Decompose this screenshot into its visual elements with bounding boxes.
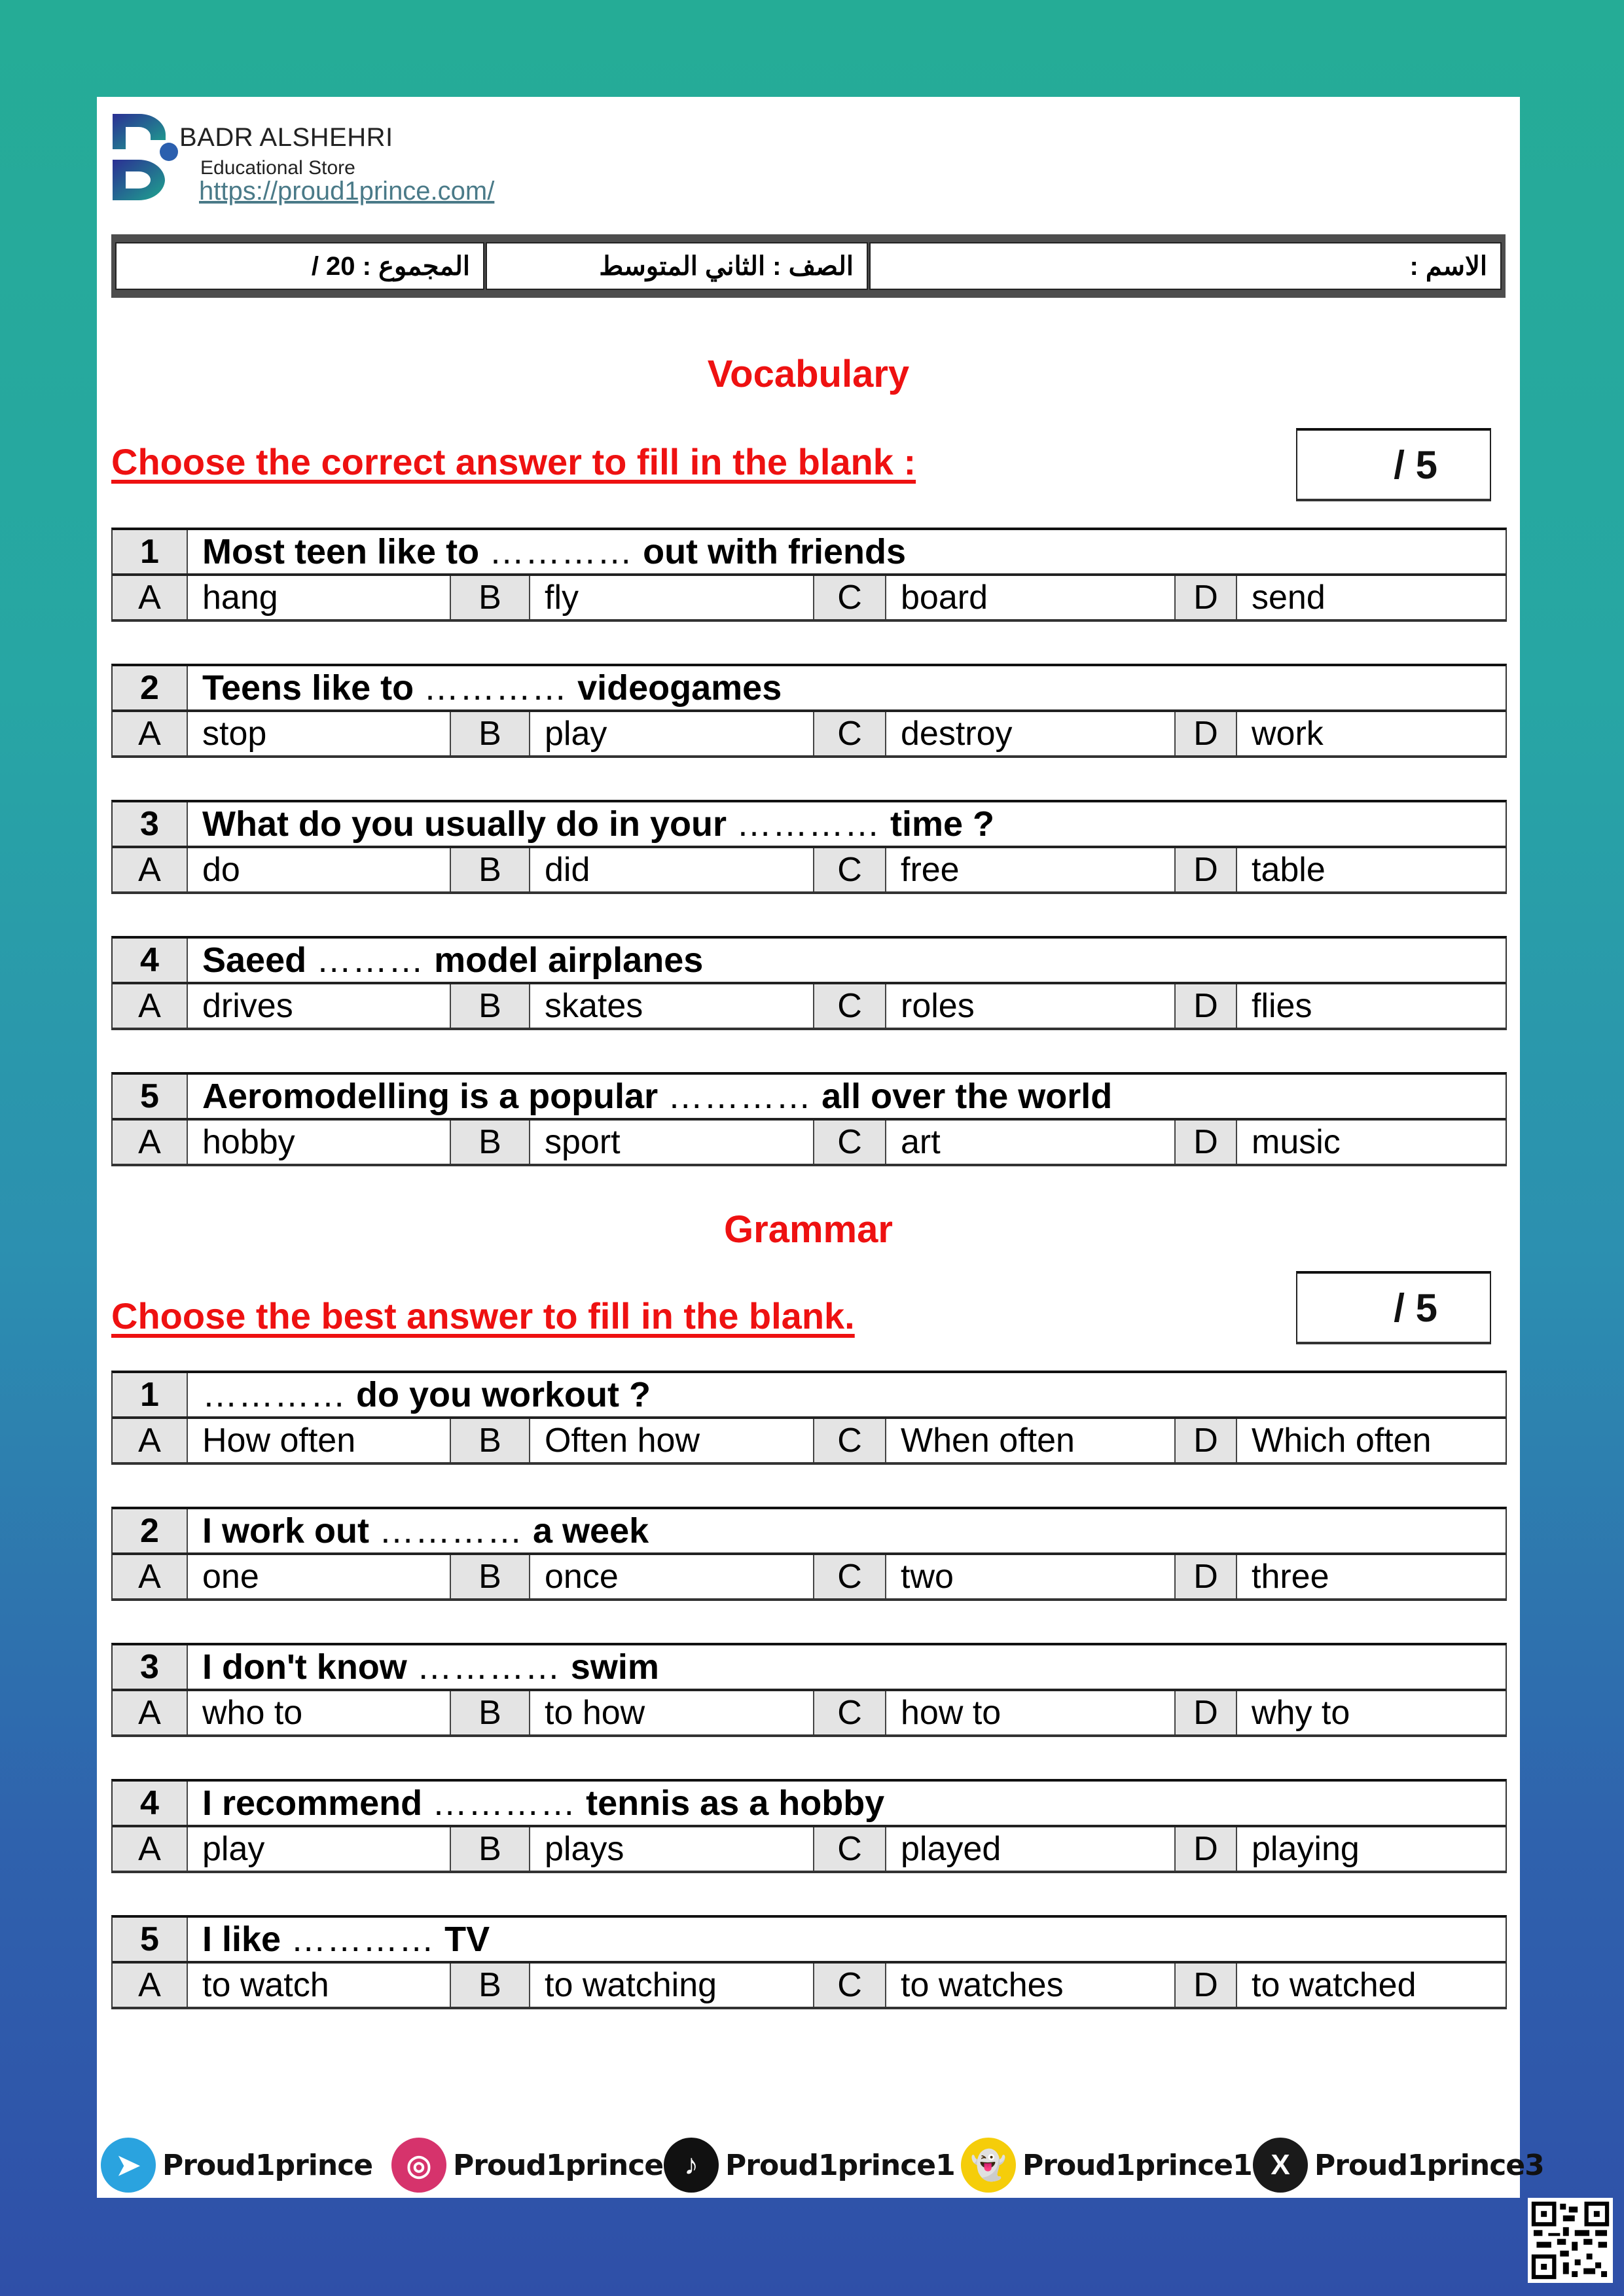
option-a[interactable]: stop	[202, 715, 267, 753]
grammar-score-box: / 5	[1296, 1271, 1491, 1344]
question-number: 1	[113, 530, 188, 573]
blank-dots[interactable]: …………	[432, 1784, 577, 1823]
stem-before: I like	[202, 1920, 291, 1959]
social-link-instagram[interactable]	[391, 2132, 663, 2198]
grade-field: الصف : الثاني المتوسط	[487, 243, 867, 289]
social-handle: Proud1prince1	[725, 2148, 955, 2182]
option-label-a[interactable]: A	[113, 1827, 188, 1871]
option-label-c[interactable]: C	[813, 1827, 886, 1871]
option-c[interactable]: art	[901, 1123, 941, 1161]
option-d[interactable]: work	[1252, 715, 1324, 753]
blank-dots[interactable]: …………	[416, 1647, 561, 1687]
snapchat-icon: 👻	[961, 2138, 1016, 2193]
option-d[interactable]: to watched	[1252, 1966, 1416, 2004]
option-label-b[interactable]: B	[450, 848, 530, 891]
option-a[interactable]: do	[202, 851, 240, 889]
stem-before: Teens like to	[202, 668, 424, 708]
option-d[interactable]: table	[1252, 851, 1326, 889]
social-link-tiktok[interactable]	[664, 2132, 955, 2198]
option-label-c[interactable]: C	[813, 576, 886, 619]
options-row	[113, 712, 1506, 755]
option-b[interactable]: play	[545, 715, 607, 753]
question-stem-row	[113, 530, 1506, 576]
stem-after: tennis as a hobby	[576, 1784, 885, 1823]
option-b[interactable]: to watching	[545, 1966, 717, 2004]
option-label-c[interactable]: C	[813, 1121, 886, 1164]
grammar-instruction: Choose the best answer to fill in the blank.	[111, 1295, 855, 1336]
option-label-d[interactable]: D	[1174, 1555, 1237, 1598]
option-c[interactable]: two	[901, 1558, 954, 1596]
brand-subtitle: Educational Store	[200, 157, 355, 179]
question-number: 1	[113, 1373, 188, 1416]
option-c[interactable]: When often	[901, 1422, 1075, 1460]
telegram-icon: ➤	[101, 2138, 156, 2193]
stem-after: all over the world	[812, 1077, 1113, 1116]
option-c[interactable]: played	[901, 1830, 1001, 1868]
total-score-field: المجموع : 20 /	[117, 243, 483, 289]
option-b[interactable]: did	[545, 851, 590, 889]
stem-after: TV	[435, 1920, 490, 1959]
grammar-question-4	[111, 1779, 1507, 1873]
question-number: 5	[113, 1075, 188, 1118]
option-label-b[interactable]: B	[450, 1691, 530, 1734]
brand-name: BADR ALSHEHRI	[179, 123, 393, 152]
option-c[interactable]: roles	[901, 987, 975, 1025]
question-number: 2	[113, 666, 188, 709]
question-stem-row	[113, 802, 1506, 848]
option-label-d[interactable]: D	[1174, 1419, 1237, 1462]
option-b[interactable]: plays	[545, 1830, 624, 1868]
option-label-d[interactable]: D	[1174, 984, 1237, 1028]
stem-after: a week	[523, 1511, 649, 1551]
option-label-d[interactable]: D	[1174, 1964, 1237, 2007]
options-row	[113, 1555, 1506, 1598]
question-stem-row	[113, 1918, 1506, 1964]
option-a[interactable]: who to	[202, 1694, 303, 1732]
stem-before: I work out	[202, 1511, 379, 1551]
option-a[interactable]: How often	[202, 1422, 356, 1460]
stem-after: videogames	[568, 668, 782, 708]
option-c[interactable]: how to	[901, 1694, 1001, 1732]
option-a[interactable]: one	[202, 1558, 259, 1596]
question-stem	[188, 1373, 1506, 1416]
option-label-a[interactable]: A	[113, 1419, 188, 1462]
option-label-c[interactable]: C	[813, 712, 886, 755]
vocabulary-instruction: Choose the correct answer to fill in the blank :	[111, 441, 916, 482]
question-number: 3	[113, 802, 188, 846]
option-label-d[interactable]: D	[1174, 1691, 1237, 1734]
option-d[interactable]: flies	[1252, 987, 1312, 1025]
option-label-a[interactable]: A	[113, 712, 188, 755]
option-label-a[interactable]: A	[113, 1555, 188, 1598]
social-links	[97, 2132, 1544, 2198]
vocabulary-score-box: / 5	[1296, 428, 1491, 501]
option-label-c[interactable]: C	[813, 1691, 886, 1734]
student-name-field[interactable]: الاسم :	[871, 243, 1500, 289]
social-handle: Proud1prince	[162, 2148, 373, 2182]
option-label-d[interactable]: D	[1174, 576, 1237, 619]
blank-dots[interactable]: …………	[736, 804, 881, 844]
option-label-a[interactable]: A	[113, 1121, 188, 1164]
option-label-b[interactable]: B	[450, 712, 530, 755]
blank-dots[interactable]: ………	[316, 941, 425, 980]
question-stem-row	[113, 1509, 1506, 1555]
option-d[interactable]: playing	[1252, 1830, 1360, 1868]
stem-before: Saeed	[202, 941, 317, 980]
blank-dots[interactable]: …………	[424, 668, 568, 708]
social-handle: Proud1prince3	[1314, 2148, 1544, 2182]
vocabulary-question-1	[111, 528, 1507, 622]
option-b[interactable]: sport	[545, 1123, 621, 1161]
option-d[interactable]: three	[1252, 1558, 1329, 1596]
option-label-b[interactable]: B	[450, 576, 530, 619]
option-label-a[interactable]: A	[113, 848, 188, 891]
blank-dots[interactable]: …………	[379, 1511, 523, 1551]
brand-url-link[interactable]: https://proud1prince.com/	[199, 177, 495, 206]
stem-after: out with friends	[633, 532, 907, 571]
grammar-title: Grammar	[724, 1208, 893, 1251]
option-label-b[interactable]: B	[450, 1121, 530, 1164]
question-stem	[188, 802, 1506, 846]
options-row	[113, 576, 1506, 619]
option-label-b[interactable]: B	[450, 984, 530, 1028]
option-label-b[interactable]: B	[450, 1419, 530, 1462]
options-row	[113, 984, 1506, 1028]
blank-dots[interactable]: …………	[291, 1920, 435, 1959]
option-label-c[interactable]: C	[813, 984, 886, 1028]
option-a[interactable]: to watch	[202, 1966, 329, 2004]
stem-after: time ?	[880, 804, 995, 844]
option-label-c[interactable]: C	[813, 1964, 886, 2007]
stem-before: Most teen like to	[202, 532, 490, 571]
option-label-b[interactable]: B	[450, 1827, 530, 1871]
option-c[interactable]: free	[901, 851, 960, 889]
option-d[interactable]: music	[1252, 1123, 1341, 1161]
question-stem	[188, 1782, 1506, 1825]
question-stem	[188, 939, 1506, 982]
vocabulary-question-2	[111, 664, 1507, 758]
option-a[interactable]: play	[202, 1830, 265, 1868]
option-label-d[interactable]: D	[1174, 1827, 1237, 1871]
brand-logo-icon	[110, 111, 182, 203]
option-label-c[interactable]: C	[813, 1419, 886, 1462]
grammar-question-1	[111, 1371, 1507, 1465]
option-c[interactable]: board	[901, 579, 988, 617]
question-stem-row	[113, 1645, 1506, 1691]
blank-dots[interactable]: …………	[202, 1375, 346, 1414]
question-number: 5	[113, 1918, 188, 1961]
question-stem-row	[113, 666, 1506, 712]
question-stem-row	[113, 1782, 1506, 1827]
social-handle: Proud1prince	[453, 2148, 664, 2182]
question-number: 4	[113, 1782, 188, 1825]
option-label-c[interactable]: C	[813, 1555, 886, 1598]
instagram-icon: ◎	[391, 2138, 446, 2193]
question-stem	[188, 1075, 1506, 1118]
option-label-a[interactable]: A	[113, 576, 188, 619]
question-stem	[188, 666, 1506, 709]
question-stem	[188, 1645, 1506, 1689]
option-d[interactable]: send	[1252, 579, 1326, 617]
option-label-d[interactable]: D	[1174, 712, 1237, 755]
options-row	[113, 848, 1506, 891]
question-stem-row	[113, 1075, 1506, 1121]
social-link-x[interactable]	[1253, 2132, 1544, 2198]
option-b[interactable]: skates	[545, 987, 643, 1025]
option-label-b[interactable]: B	[450, 1964, 530, 2007]
stem-before: I don't know	[202, 1647, 417, 1687]
grammar-question-2	[111, 1507, 1507, 1601]
options-row	[113, 1827, 1506, 1871]
qr-code[interactable]	[1528, 2198, 1613, 2283]
social-handle: Proud1prince1	[1022, 2148, 1252, 2182]
option-label-d[interactable]: D	[1174, 848, 1237, 891]
vocabulary-question-4	[111, 936, 1507, 1030]
grammar-question-3	[111, 1643, 1507, 1737]
options-row	[113, 1691, 1506, 1734]
vocabulary-title: Vocabulary	[707, 353, 910, 395]
stem-before: I recommend	[202, 1784, 433, 1823]
vocabulary-question-5	[111, 1072, 1507, 1166]
question-stem-row	[113, 939, 1506, 984]
question-number: 2	[113, 1509, 188, 1552]
option-c[interactable]: to watches	[901, 1966, 1064, 2004]
option-a[interactable]: hobby	[202, 1123, 295, 1161]
blank-dots[interactable]: …………	[668, 1077, 812, 1116]
option-b[interactable]: once	[545, 1558, 619, 1596]
grammar-question-5	[111, 1915, 1507, 2009]
option-d[interactable]: why to	[1252, 1694, 1350, 1732]
question-stem	[188, 530, 1506, 573]
stem-before: Aeromodelling is a popular	[202, 1077, 668, 1116]
social-link-telegram[interactable]	[101, 2132, 372, 2198]
stem-before: What do you usually do in your	[202, 804, 737, 844]
student-info-table	[111, 234, 1506, 298]
stem-after: model airplanes	[424, 941, 704, 980]
option-label-a[interactable]: A	[113, 1964, 188, 2007]
option-a[interactable]: drives	[202, 987, 293, 1025]
option-label-d[interactable]: D	[1174, 1121, 1237, 1164]
question-stem	[188, 1918, 1506, 1961]
vocabulary-question-3	[111, 800, 1507, 894]
option-label-c[interactable]: C	[813, 848, 886, 891]
social-link-snapchat[interactable]	[961, 2132, 1252, 2198]
option-c[interactable]: destroy	[901, 715, 1013, 753]
option-b[interactable]: Often how	[545, 1422, 700, 1460]
option-d[interactable]: Which often	[1252, 1422, 1432, 1460]
option-label-b[interactable]: B	[450, 1555, 530, 1598]
question-stem	[188, 1509, 1506, 1552]
option-label-a[interactable]: A	[113, 984, 188, 1028]
question-number: 3	[113, 1645, 188, 1689]
blank-dots[interactable]: …………	[489, 532, 634, 571]
option-a[interactable]: hang	[202, 579, 278, 617]
option-label-a[interactable]: A	[113, 1691, 188, 1734]
question-number: 4	[113, 939, 188, 982]
tiktok-icon: ♪	[664, 2138, 719, 2193]
x-icon: X	[1253, 2138, 1308, 2193]
option-b[interactable]: fly	[545, 579, 579, 617]
options-row	[113, 1964, 1506, 2007]
options-row	[113, 1419, 1506, 1462]
worksheet-page	[97, 97, 1544, 2198]
question-stem-row	[113, 1373, 1506, 1419]
option-b[interactable]: to how	[545, 1694, 645, 1732]
stem-after: do you workout ?	[346, 1375, 651, 1414]
stem-after: swim	[560, 1647, 659, 1687]
options-row	[113, 1121, 1506, 1164]
qr-code-icon	[1528, 2198, 1613, 2283]
